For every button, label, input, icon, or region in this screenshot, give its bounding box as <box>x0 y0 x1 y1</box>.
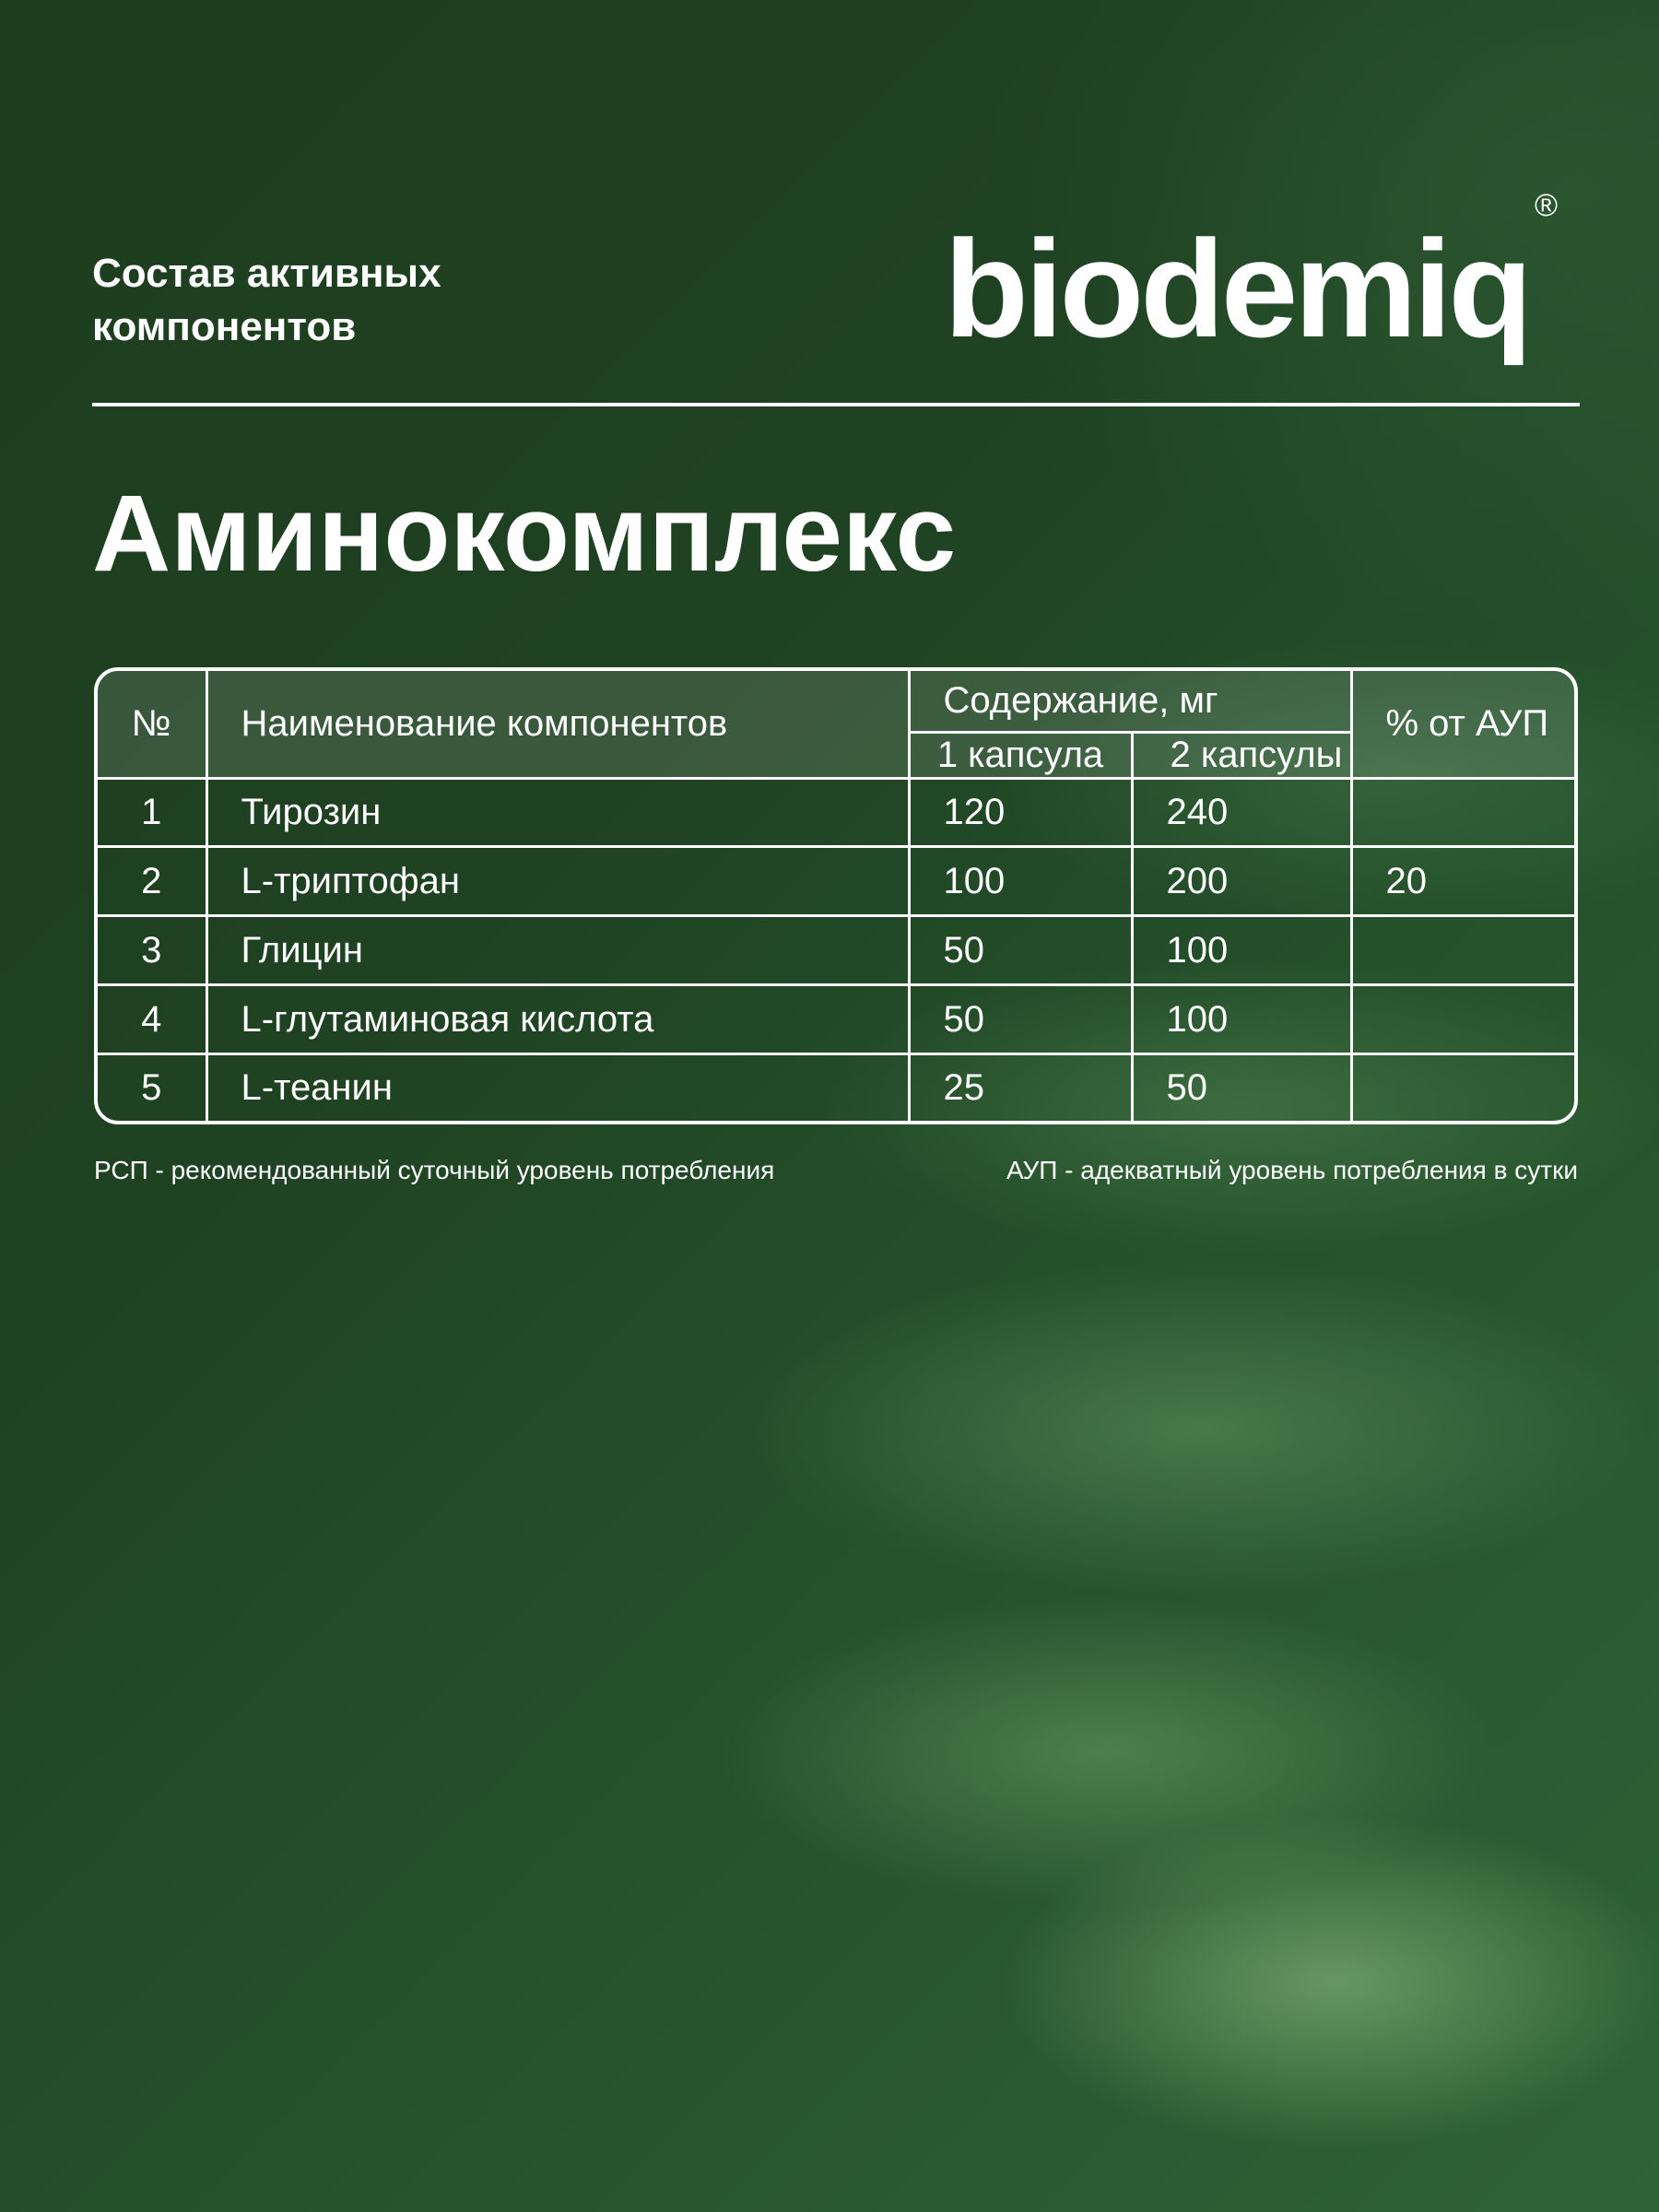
subtitle-line-2: компонентов <box>92 304 357 349</box>
row-capsule-1: 50 <box>909 916 1132 985</box>
row-name: Тирозин <box>206 778 909 847</box>
row-percent <box>1351 916 1578 985</box>
header-capsule-2: 2 капсулы <box>1132 732 1351 778</box>
subtitle-line-1: Состав активных <box>92 251 441 296</box>
row-name: L-триптофан <box>206 847 909 916</box>
row-capsule-1: 120 <box>909 778 1132 847</box>
row-percent <box>1351 778 1578 847</box>
product-title: Аминокомплекс <box>92 473 957 594</box>
footnote-rsp: РСП - рекомендованный суточный уровень потребления <box>94 1156 775 1184</box>
brand-logo <box>944 188 1558 366</box>
row-capsule-2: 100 <box>1132 916 1351 985</box>
row-number: 2 <box>98 847 206 916</box>
row-capsule-1: 25 <box>909 1053 1132 1121</box>
header-name: Наименование компонентов <box>206 671 909 778</box>
header-divider <box>92 403 1580 406</box>
header-number: № <box>98 671 206 778</box>
row-capsule-2: 100 <box>1132 985 1351 1054</box>
table-row <box>98 778 1578 847</box>
row-number: 4 <box>98 985 206 1054</box>
row-percent <box>1351 985 1578 1054</box>
logo-text: biodemiq <box>944 211 1529 366</box>
header-capsule-1: 1 капсула <box>909 732 1132 778</box>
section-subtitle <box>92 247 571 354</box>
row-name: Глицин <box>206 916 909 985</box>
row-name: L-глутаминовая кислота <box>206 985 909 1054</box>
table-row <box>98 847 1578 916</box>
row-percent: 20 <box>1351 847 1578 916</box>
table-row <box>98 985 1578 1054</box>
header-content: Содержание, мг <box>909 671 1351 732</box>
row-capsule-2: 240 <box>1132 778 1351 847</box>
row-capsule-2: 50 <box>1132 1053 1351 1121</box>
header-percent: % от АУП <box>1351 671 1578 778</box>
row-capsule-2: 200 <box>1132 847 1351 916</box>
row-number: 3 <box>98 916 206 985</box>
registered-mark: ® <box>1534 188 1558 223</box>
footnote-aup: АУП - адекватный уровень потребления в сутки <box>1006 1156 1578 1184</box>
row-capsule-1: 50 <box>909 985 1132 1054</box>
row-percent <box>1351 1053 1578 1121</box>
row-name: L-теанин <box>206 1053 909 1121</box>
row-number: 5 <box>98 1053 206 1121</box>
table-row <box>98 1053 1578 1121</box>
components-table <box>94 667 1578 1124</box>
footnotes <box>94 1156 1578 1185</box>
table-row <box>98 916 1578 985</box>
row-number: 1 <box>98 778 206 847</box>
row-capsule-1: 100 <box>909 847 1132 916</box>
